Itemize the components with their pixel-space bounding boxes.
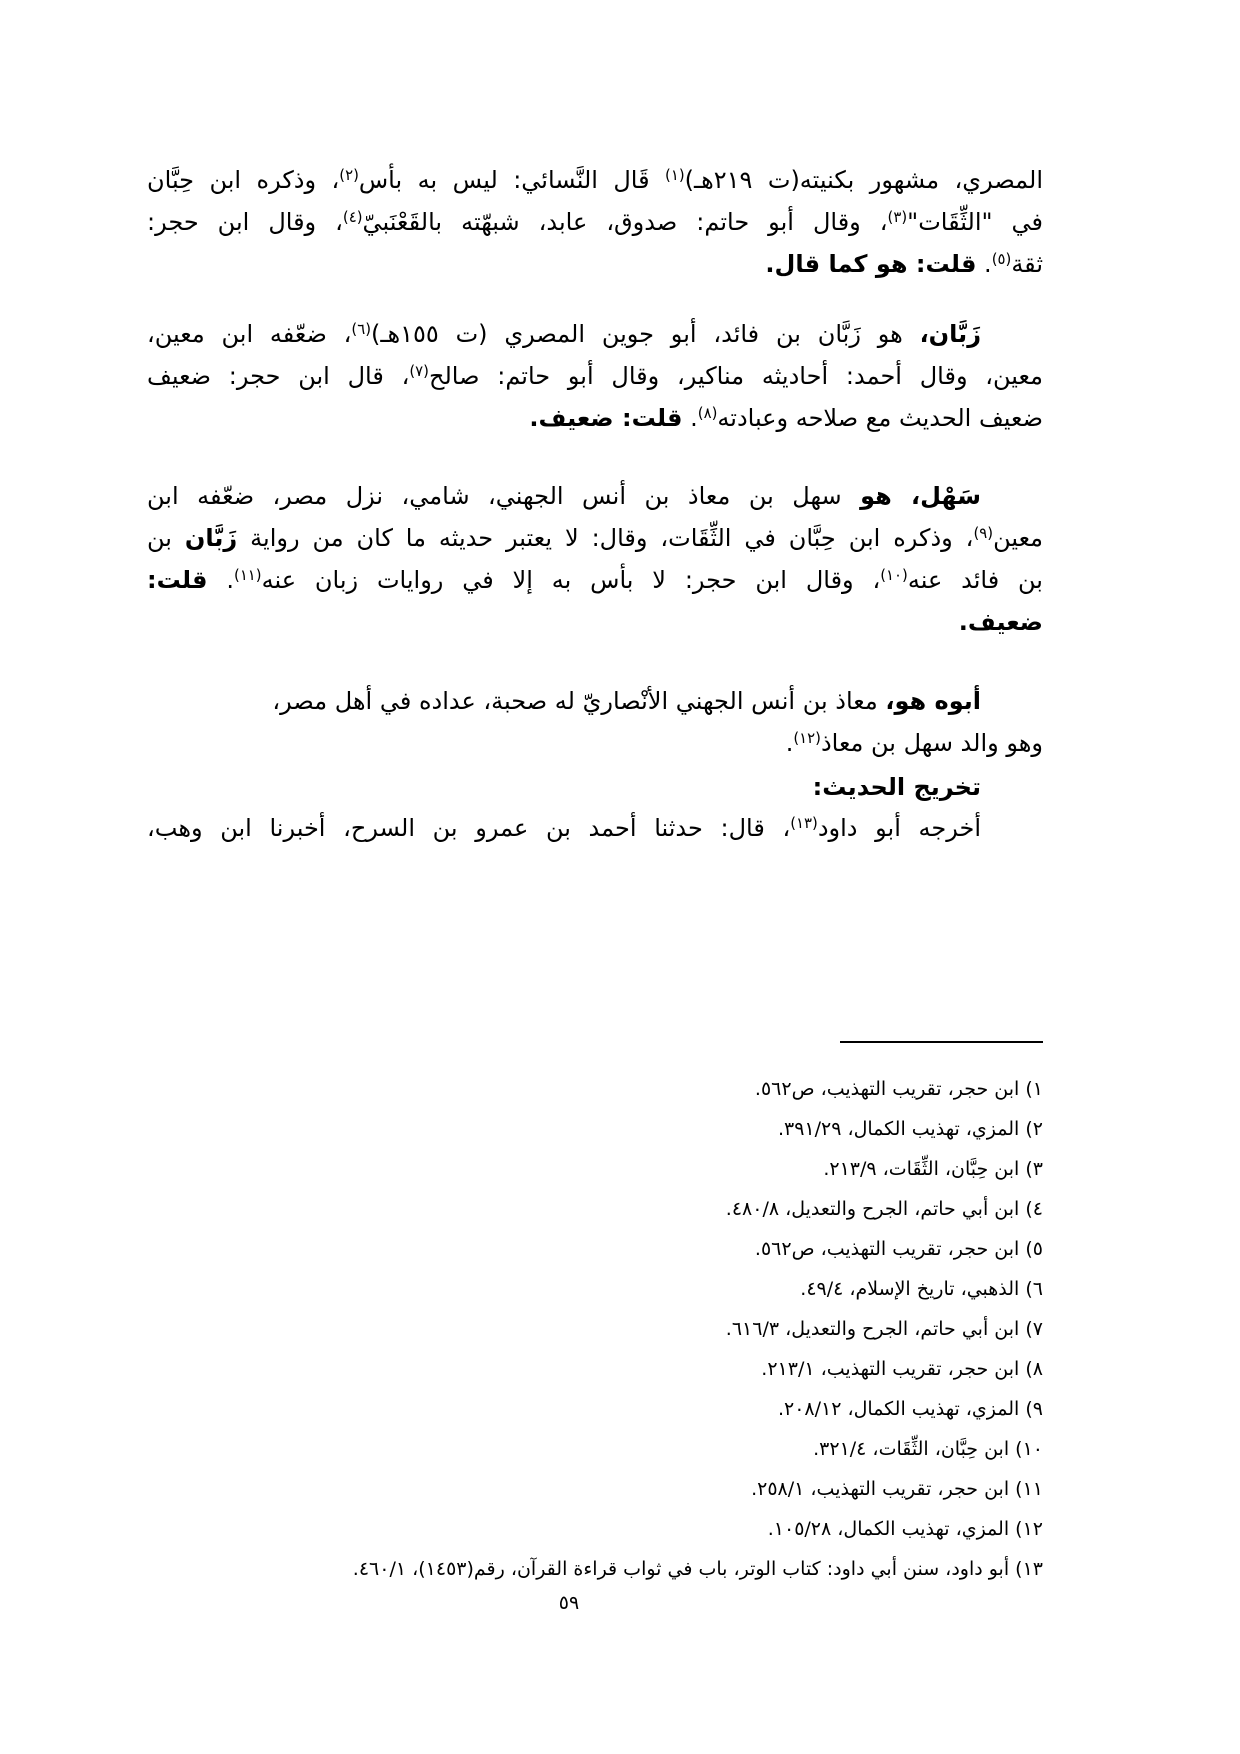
bold-text: ضعيف. bbox=[958, 608, 1043, 636]
page-number: ٥٩ bbox=[558, 1592, 580, 1614]
footnote-item: ٤) ابن أبي حاتم، الجرح والتعديل، ٤٨٠/٨. bbox=[725, 1198, 1043, 1220]
paragraph bbox=[147, 159, 1043, 285]
footnote-ref: (٨) bbox=[697, 403, 718, 422]
body-text: . bbox=[682, 404, 698, 432]
body-text: قَال النَّسائي: ليس به بأس bbox=[358, 166, 666, 194]
text-line bbox=[147, 722, 1043, 764]
footnote-item: ١) ابن حجر، تقريب التهذيب، ص٥٦٢. bbox=[754, 1078, 1043, 1100]
text-line bbox=[147, 313, 1043, 355]
body-text: ، وقال أبو حاتم: صدوق، عابد، شبهّته بالقَعْنَبيّ bbox=[362, 208, 888, 236]
footnote-ref: (١٠) bbox=[880, 565, 908, 584]
text-line bbox=[147, 601, 1043, 643]
footnote-item: ٦) الذهبي، تاريخ الإسلام، ٤٩/٤. bbox=[800, 1278, 1043, 1300]
paragraph bbox=[147, 475, 1043, 643]
body-text: ثقة bbox=[1011, 250, 1043, 278]
section-heading-block bbox=[147, 766, 1043, 808]
text-line bbox=[147, 243, 1043, 285]
footnote-item: ١٢) المزي، تهذيب الكمال، ١٠٥/٢٨. bbox=[767, 1518, 1043, 1540]
footnote-item: ٧) ابن أبي حاتم، الجرح والتعديل، ٦١٦/٣. bbox=[725, 1318, 1043, 1340]
text-line bbox=[147, 680, 1043, 722]
footnote-ref: (١١) bbox=[234, 565, 262, 584]
bold-text: قلت: هو كما قال. bbox=[765, 250, 977, 278]
footnote-ref: (٧) bbox=[409, 361, 429, 380]
bold-text: قلت: ضعيف. bbox=[529, 404, 683, 432]
bold-text: زَبَّان، bbox=[919, 320, 982, 348]
footnotes bbox=[147, 1069, 1043, 1589]
body-text: في "الثِّقَات" bbox=[907, 208, 1044, 236]
footnote-ref: (٥) bbox=[991, 249, 1012, 268]
footnote-ref: (١٢) bbox=[793, 728, 821, 747]
body-text: أخرجه أبو داود bbox=[817, 814, 981, 842]
footnote-item: ٢) المزي، تهذيب الكمال، ٣٩١/٢٩. bbox=[777, 1118, 1043, 1140]
footnote-ref: (١) bbox=[665, 165, 685, 184]
text-line bbox=[147, 159, 1043, 201]
footnote-ref: (٢) bbox=[339, 165, 359, 184]
body-text: ، قال ابن حجر: ضعيف bbox=[147, 362, 410, 390]
body-text: معين، وقال أحمد: أحاديثه مناكير، وقال أبو حاتم: صالح bbox=[428, 362, 1043, 390]
body-text: ، وقال ابن حجر: لا بأس به إلا في روايات زبان عنه bbox=[261, 566, 881, 594]
body-text: وهو والد سهل بن معاذ bbox=[820, 729, 1043, 757]
body-text: . bbox=[785, 729, 794, 757]
footnote-ref: (٤) bbox=[342, 207, 363, 226]
footnote-ref: (٩) bbox=[973, 523, 994, 542]
footnote-ref: (٣) bbox=[887, 207, 908, 226]
body-text: ، قال: حدثنا أحمد بن عمرو بن السرح، أخبرنا ابن وهب، bbox=[147, 814, 791, 842]
body-text: المصري، مشهور بكنيته(ت ٢١٩هـ) bbox=[684, 166, 1043, 194]
bold-text: قلت: bbox=[147, 566, 208, 594]
text-line bbox=[147, 355, 1043, 397]
bold-text: أبوه هو، bbox=[885, 687, 981, 715]
text-line bbox=[147, 201, 1043, 243]
body-text: ، وذكره ابن حِبَّان في الثِّقَات، وقال: لا يعتبر حديثه ما كان من رواية bbox=[237, 524, 974, 552]
body-text: . bbox=[207, 566, 234, 594]
body-text: هو زَبَّان بن فائد، أبو جوين المصري (ت ١٥٥هـ) bbox=[371, 320, 920, 348]
paragraph bbox=[147, 807, 1043, 849]
body-text: معين bbox=[993, 524, 1044, 552]
bold-text: سَهْل، هو bbox=[860, 482, 981, 510]
body-text: ، وذكره ابن حِبَّان bbox=[147, 166, 340, 194]
body-text: بن فائد عنه bbox=[907, 566, 1043, 594]
bold-text: زَبَّان bbox=[184, 524, 238, 552]
footnote-item: ٨) ابن حجر، تقريب التهذيب، ٢١٣/١. bbox=[761, 1358, 1043, 1380]
section-heading: تخريج الحديث: bbox=[812, 773, 981, 801]
footnote-item: ١١) ابن حجر، تقريب التهذيب، ٢٥٨/١. bbox=[751, 1478, 1043, 1500]
text-line bbox=[147, 807, 1043, 849]
body-text: معاذ بن أنس الجهني الأنْصاريّ له صحبة، عداده في أهل مصر، bbox=[272, 687, 886, 715]
footnote-ref: (٦) bbox=[351, 319, 372, 338]
body-text: ، وقال ابن حجر: bbox=[147, 208, 343, 236]
text-line bbox=[147, 397, 1043, 439]
footnote-ref: (١٣) bbox=[790, 813, 818, 832]
body-text: سهل بن معاذ بن أنس الجهني، شامي، نزل مصر، ضعّفه ابن bbox=[147, 482, 861, 510]
footnote-separator bbox=[840, 1041, 1043, 1043]
footnote-item: ١٣) أبو داود، سنن أبي داود: كتاب الوتر، باب في ثواب قراءة القرآن، رقم(١٤٥٣)، ٤٦٠/١. bbox=[352, 1558, 1043, 1580]
body-text: ، ضعّفه ابن معين، bbox=[147, 320, 352, 348]
text-line bbox=[147, 559, 1043, 601]
paragraph bbox=[147, 680, 1043, 764]
body-text: بن bbox=[147, 524, 185, 552]
paragraph bbox=[147, 313, 1043, 439]
footnote-item: ٥) ابن حجر، تقريب التهذيب، ص٥٦٢. bbox=[754, 1238, 1043, 1260]
text-line bbox=[147, 475, 1043, 517]
text-line bbox=[147, 517, 1043, 559]
footnote-item: ١٠) ابن حِبَّان، الثِّقَات، ٣٢١/٤. bbox=[813, 1438, 1043, 1460]
footnote-item: ٣) ابن حِبَّان، الثِّقَات، ٢١٣/٩. bbox=[823, 1158, 1043, 1180]
body-text: . bbox=[976, 250, 992, 278]
body-text: ضعيف الحديث مع صلاحه وعبادته bbox=[717, 404, 1043, 432]
footnote-item: ٩) المزي، تهذيب الكمال، ٢٠٨/١٢. bbox=[777, 1398, 1043, 1420]
